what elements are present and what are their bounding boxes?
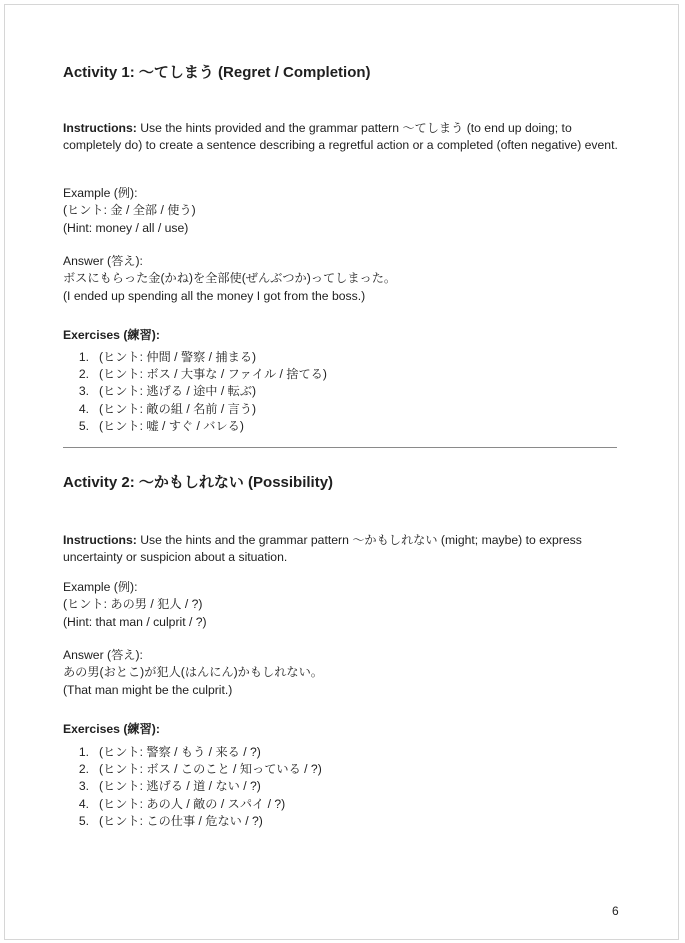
item-number: 2. bbox=[78, 367, 89, 382]
page-number: 6 bbox=[612, 904, 619, 918]
activity-2-title: Activity 2: ～かもしれない (Possibility) bbox=[63, 474, 334, 491]
list-item bbox=[63, 366, 327, 383]
answer-en: (That man might be the culprit.) bbox=[63, 682, 233, 697]
item-number: 1. bbox=[78, 350, 89, 364]
activity-2-instructions bbox=[63, 532, 619, 567]
exercise-text: (ヒント: 敵の組 / 名前 / 言う) bbox=[99, 401, 257, 416]
activity-1-answer bbox=[63, 253, 619, 305]
example-hint-en: (Hint: money / all / use) bbox=[63, 220, 189, 235]
answer-jp: あの男(おとこ)が犯人(はんにん)かもしれない。 bbox=[63, 665, 323, 680]
list-item bbox=[63, 418, 327, 435]
example-hint-jp: (ヒント: あの男 / 犯人 / ?) bbox=[63, 597, 203, 612]
exercise-text: (ヒント: 逃げる / 道 / ない / ?) bbox=[99, 779, 261, 794]
list-item bbox=[63, 761, 322, 778]
instructions-label: Instructions: bbox=[63, 121, 137, 135]
item-number: 4. bbox=[78, 796, 89, 811]
item-number: 3. bbox=[78, 779, 89, 794]
list-item bbox=[63, 349, 327, 366]
activity-1-exercises-heading bbox=[63, 327, 619, 344]
exercises-label-jp: (練習): bbox=[119, 722, 160, 736]
exercises-label: Exercises bbox=[63, 328, 120, 342]
example-hint-en: (Hint: that man / culprit / ?) bbox=[63, 614, 207, 629]
instructions-text: Use the hints provided and the grammar pattern ～てしまう (to end up doing; to completely do) to create a sentence describing a regretful action or a completed (often negative) event. bbox=[63, 121, 618, 153]
section-divider bbox=[63, 447, 617, 448]
answer-en: (I ended up spending all the money I got from the boss.) bbox=[63, 288, 366, 303]
activity-1-exercise-list bbox=[63, 349, 327, 435]
exercise-text: (ヒント: 警察 / もう / 来る / ?) bbox=[99, 745, 261, 759]
answer-label: Answer (答え): bbox=[63, 648, 143, 662]
activity-2-exercises-heading bbox=[63, 721, 619, 738]
activity-2-answer bbox=[63, 647, 619, 699]
exercise-text: (ヒント: ボス / このこと / 知っている / ?) bbox=[99, 762, 322, 777]
instructions-label: Instructions: bbox=[63, 533, 137, 547]
exercise-text: (ヒント: あの人 / 敵の / スパイ / ?) bbox=[99, 796, 286, 811]
list-item bbox=[63, 796, 322, 813]
item-number: 1. bbox=[78, 745, 89, 759]
activity-1-instructions bbox=[63, 120, 619, 155]
instructions-text: Use the hints and the grammar pattern ～かもしれない (might; maybe) to express uncertainty or suspicion about a situation. bbox=[63, 533, 582, 565]
item-number: 3. bbox=[78, 384, 89, 399]
example-label: Example (例): bbox=[63, 580, 138, 594]
item-number: 5. bbox=[78, 418, 89, 433]
exercise-text: (ヒント: この仕事 / 危ない / ?) bbox=[99, 813, 263, 828]
activity-1-title: Activity 1: ～てしまう (Regret / Completion) bbox=[63, 64, 371, 81]
list-item bbox=[63, 778, 322, 795]
exercise-text: (ヒント: 逃げる / 途中 / 転ぶ) bbox=[99, 384, 257, 399]
example-label: Example (例): bbox=[63, 186, 138, 200]
answer-jp: ボスにもらった金(かね)を全部使(ぜんぶつか)ってしまった。 bbox=[63, 271, 397, 286]
exercise-text: (ヒント: ボス / 大事な / ファイル / 捨てる) bbox=[99, 367, 327, 382]
activity-2-example bbox=[63, 579, 619, 631]
item-number: 5. bbox=[78, 813, 89, 828]
list-item bbox=[63, 813, 322, 830]
activity-1-example bbox=[63, 185, 619, 237]
answer-label: Answer (答え): bbox=[63, 254, 143, 268]
exercise-text: (ヒント: 仲間 / 警察 / 捕まる) bbox=[99, 350, 257, 364]
activity-2-exercise-list bbox=[63, 744, 322, 830]
item-number: 2. bbox=[78, 762, 89, 777]
item-number: 4. bbox=[78, 401, 89, 416]
exercises-label: Exercises bbox=[63, 722, 120, 736]
exercise-text: (ヒント: 嘘 / すぐ / バレる) bbox=[99, 418, 244, 433]
exercises-label-jp: (練習): bbox=[119, 328, 160, 342]
list-item bbox=[63, 383, 327, 400]
list-item bbox=[63, 744, 322, 761]
list-item bbox=[63, 401, 327, 418]
example-hint-jp: (ヒント: 金 / 全部 / 使う) bbox=[63, 203, 196, 218]
